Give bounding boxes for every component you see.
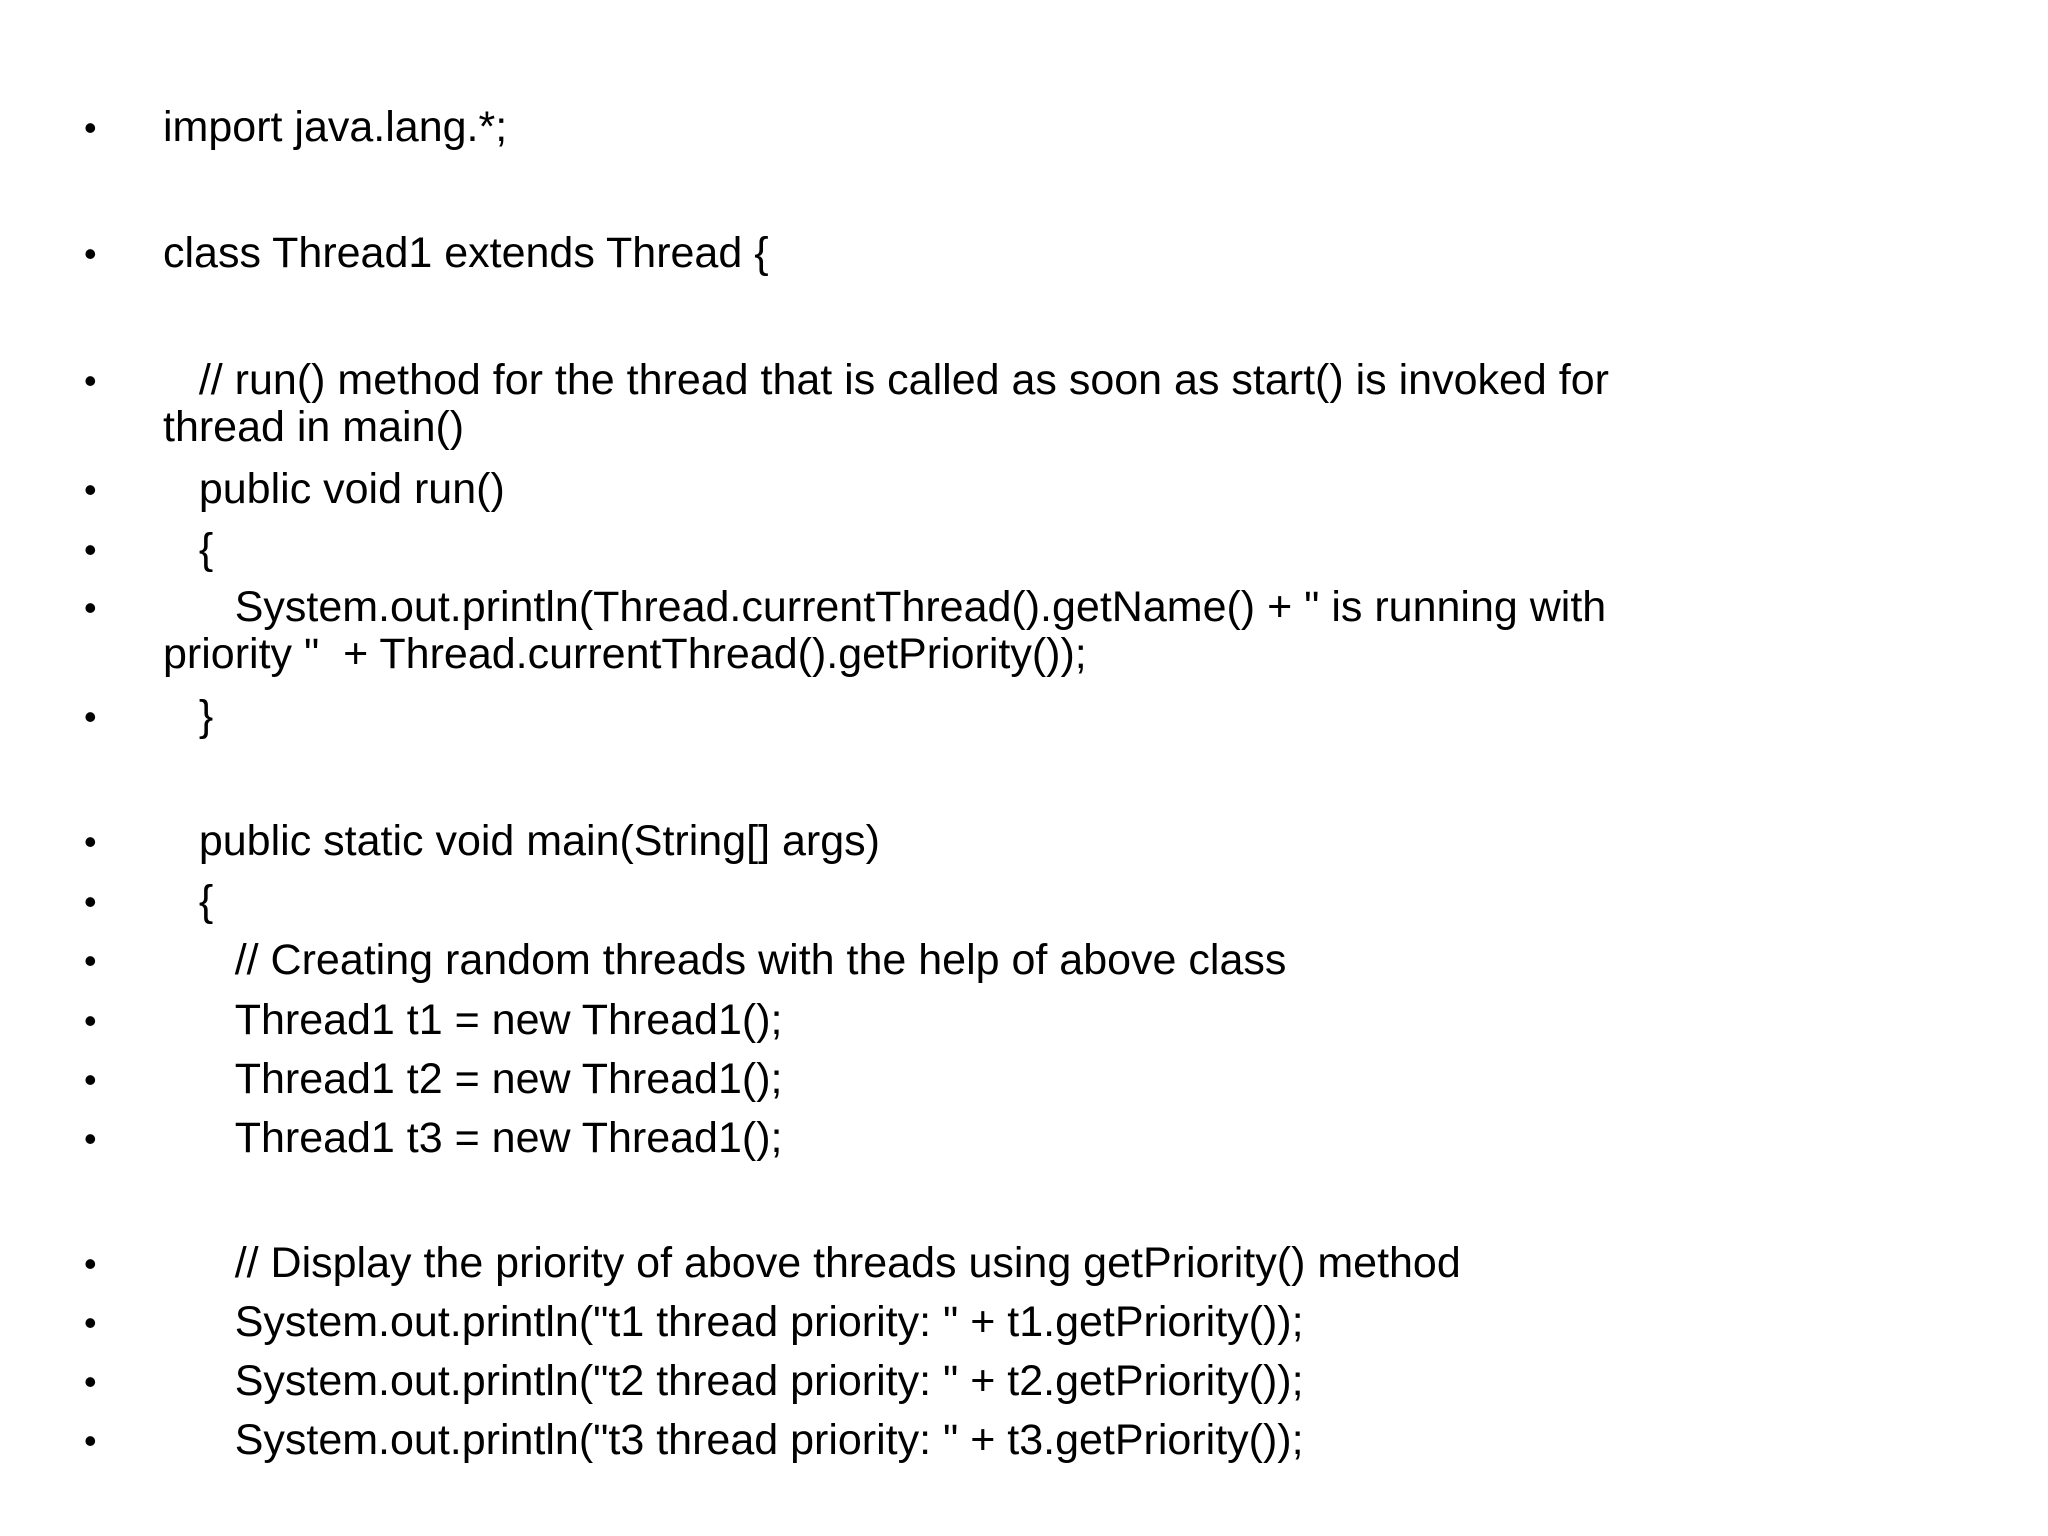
bullet-icon: • — [84, 1118, 97, 1159]
code-line-text: Thread1 t2 = new Thread1(); — [163, 1055, 783, 1103]
bullet-icon: • — [84, 233, 97, 274]
code-line-text: System.out.println("t1 thread priority: " + t1.getPriority()); — [163, 1298, 1304, 1346]
code-line-text: // Display the priority of above threads using getPriority() method — [163, 1239, 1461, 1287]
code-line-text: System.out.println("t3 thread priority: " + t3.getPriority()); — [163, 1416, 1304, 1464]
bullet-icon: • — [84, 529, 97, 570]
code-line-text: // run() method for the thread that is called as soon as start() is invoked for thread in main() — [163, 356, 1621, 451]
code-line-text: class Thread1 extends Thread { — [163, 229, 769, 277]
bullet-icon: • — [84, 1361, 97, 1402]
bullet-icon: • — [84, 1243, 97, 1284]
code-line-text: System.out.println("t2 thread priority: " + t2.getPriority()); — [163, 1357, 1304, 1405]
bullet-icon: • — [84, 1059, 97, 1100]
bullet-icon: • — [84, 107, 97, 148]
code-line-text: public static void main(String[] args) — [163, 817, 880, 865]
bullet-icon: • — [84, 881, 97, 922]
code-line-text: { — [163, 877, 214, 925]
bullet-icon: • — [84, 1302, 97, 1343]
code-line-text: Thread1 t1 = new Thread1(); — [163, 996, 783, 1044]
bullet-icon: • — [84, 1420, 97, 1461]
code-line-text: Thread1 t3 = new Thread1(); — [163, 1114, 783, 1162]
code-line-text: System.out.println(Thread.currentThread().getName() + " is running with priority " + Thread.currentThread().getPriority()); — [163, 583, 1619, 678]
bullet-icon: • — [84, 469, 97, 510]
code-line-text: public void run() — [163, 465, 505, 513]
bullet-icon: • — [84, 1000, 97, 1041]
code-line-text: { — [163, 525, 214, 573]
bullet-icon: • — [84, 821, 97, 862]
code-line-text: // Creating random threads with the help of above class — [163, 936, 1287, 984]
code-line-text: } — [163, 692, 214, 740]
bullet-icon: • — [84, 940, 97, 981]
bullet-icon: • — [84, 696, 97, 737]
bullet-icon: • — [84, 587, 97, 628]
code-line-text: import java.lang.*; — [163, 103, 508, 151]
bullet-icon: • — [84, 360, 97, 401]
